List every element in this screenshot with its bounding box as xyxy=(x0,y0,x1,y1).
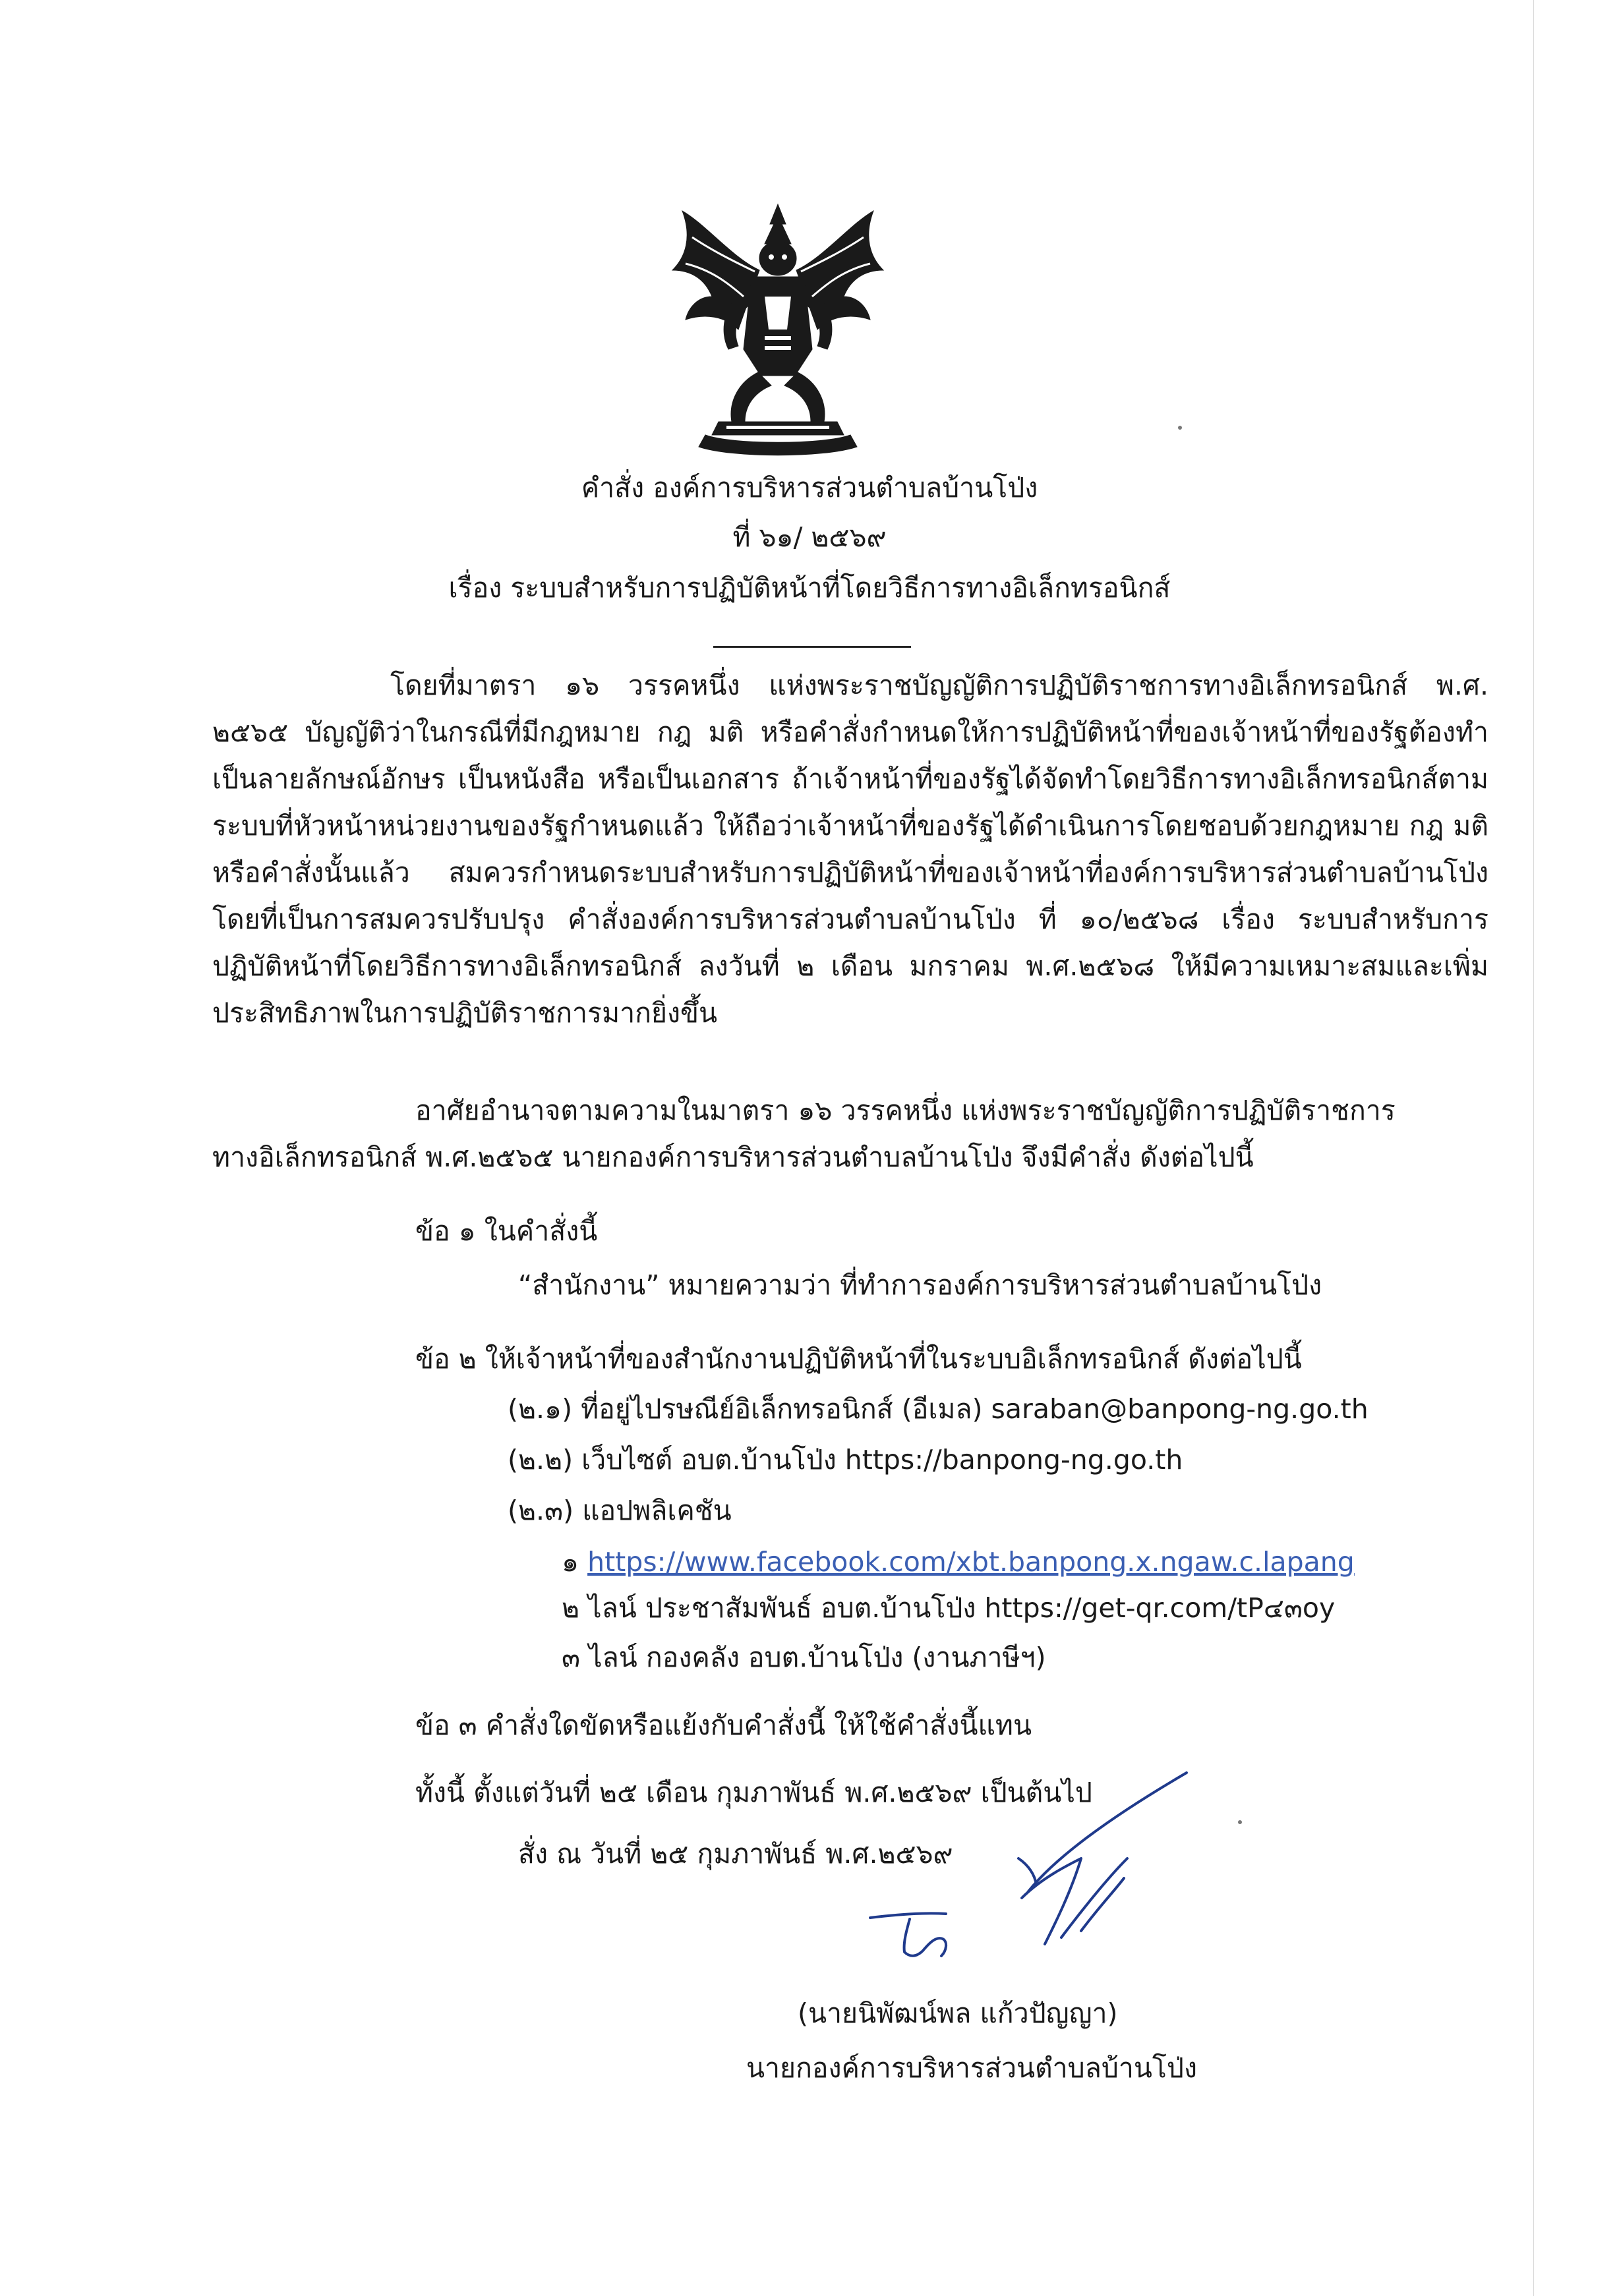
clause2-heading: ข้อ ๒ ให้เจ้าหน้าที่ของสำนักงานปฏิบัติหน้าที่ในระบบอิเล็กทรอนิกส์ ดังต่อไปนี้ xyxy=(415,1343,1302,1375)
para1-line-5: หรือคำสั่งนั้นแล้ว สมควรกำหนดระบบสำหรับการปฏิบัติหน้าที่ของเจ้าหน้าที่องค์การบริหารส่วนตำบลบ้านโป่ง xyxy=(212,857,1488,888)
para1-line-4: ระบบที่หัวหน้าหน่วยงานของรัฐกำหนดแล้ว ให้ถือว่าเจ้าหน้าที่ของรัฐได้ดำเนินการโดยชอบด้วยกฎหมาย กฎ มติ xyxy=(212,810,1488,842)
para1-line-6: โดยที่เป็นการสมควรปรับปรุง คำสั่งองค์การบริหารส่วนตำบลบ้านโป่ง ที่ ๑๐/๒๕๖๘ เรื่อง ระบบสำหรับการ xyxy=(212,904,1488,935)
order-number: ที่ ๖๑/ ๒๕๖๙ xyxy=(732,521,887,553)
app-item-line-pr: ๒ ไลน์ ประชาสัมพันธ์ อบต.บ้านโป่ง https://get-qr.com/tP๔๓oy xyxy=(562,1592,1336,1624)
clause1-heading: ข้อ ๑ ในคำสั่งนี้ xyxy=(415,1215,598,1247)
header-divider xyxy=(713,646,911,648)
para2-line-1: อาศัยอำนาจตามความในมาตรา ๑๖ วรรคหนึ่ง แห่งพระราชบัญญัติการปฏิบัติราชการ xyxy=(415,1095,1396,1126)
scan-speck xyxy=(1178,426,1182,430)
app-item-facebook xyxy=(562,1542,1355,1582)
para1-line-8: ประสิทธิภาพในการปฏิบัติราชการมากยิ่งขึ้น xyxy=(212,997,718,1029)
clause3-text: ข้อ ๓ คำสั่งใดขัดหรือแย้งกับคำสั่งนี้ ให้ใช้คำสั่งนี้แทน xyxy=(415,1709,1032,1741)
order-date: สั่ง ณ วันที่ ๒๕ กุมภาพันธ์ พ.ศ.๒๕๖๙ xyxy=(518,1838,953,1870)
scan-speck xyxy=(1238,1820,1242,1824)
para1-line-2: ๒๕๖๕ บัญญัติว่าในกรณีที่มีกฎหมาย กฎ มติ หรือคำสั่งกำหนดให้การปฏิบัติหน้าที่ของเจ้าหน้าที่ของรัฐต้องทำ xyxy=(212,716,1488,748)
signature-icon xyxy=(831,1766,1213,1977)
app-item-number: ๑ xyxy=(562,1546,579,1578)
para1-line-7: ปฏิบัติหน้าที่โดยวิธีการทางอิเล็กทรอนิกส์ ลงวันที่ ๒ เดือน มกราคม พ.ศ.๒๕๖๘ ให้มีความเหมาะสมและเพิ่ม xyxy=(212,950,1488,982)
garuda-emblem-icon xyxy=(666,198,890,461)
signatory-title: นายกองค์การบริหารส่วนตำบลบ้านโป่ง xyxy=(746,2052,1197,2084)
order-subject: เรื่อง ระบบสำหรับการปฏิบัติหน้าที่โดยวิธีการทางอิเล็กทรอนิกส์ xyxy=(448,572,1171,604)
signatory-name: (นายนิพัฒน์พล แก้วปัญญา) xyxy=(798,1997,1118,2029)
clause2-item-apps: (๒.๓) แอปพลิเคชัน xyxy=(508,1495,732,1526)
app-item-line-finance: ๓ ไลน์ กองคลัง อบต.บ้านโป่ง (งานภาษีฯ) xyxy=(562,1642,1046,1673)
scan-page-edge xyxy=(1533,0,1534,2296)
clause2-item-email: (๒.๑) ที่อยู่ไปรษณีย์อิเล็กทรอนิกส์ (อีเมล) saraban@banpong-ng.go.th xyxy=(508,1393,1369,1425)
clause2-item-website: (๒.๒) เว็บไซต์ อบต.บ้านโป่ง https://banpong-ng.go.th xyxy=(508,1444,1183,1476)
order-title: คำสั่ง องค์การบริหารส่วนตำบลบ้านโป่ง xyxy=(581,472,1038,503)
facebook-link[interactable]: https://www.facebook.com/xbt.banpong.x.ngaw.c.lapang xyxy=(587,1546,1355,1578)
para1-line-3: เป็นลายลักษณ์อักษร เป็นหนังสือ หรือเป็นเอกสาร ถ้าเจ้าหน้าที่ของรัฐได้จัดทำโดยวิธีการทางอิเล็กทรอนิกส์ตาม xyxy=(212,763,1488,795)
para1-line-1: โดยที่มาตรา ๑๖ วรรคหนึ่ง แห่งพระราชบัญญัติการปฏิบัติราชการทางอิเล็กทรอนิกส์ พ.ศ. xyxy=(390,670,1488,701)
para2-line-2: ทางอิเล็กทรอนิกส์ พ.ศ.๒๕๖๕ นายกองค์การบริหารส่วนตำบลบ้านโป่ง จึงมีคำสั่ง ดังต่อไปนี้ xyxy=(212,1141,1254,1173)
clause1-definition: “สำนักงาน” หมายความว่า ที่ทำการองค์การบริหารส่วนตำบลบ้านโป่ง xyxy=(518,1269,1322,1301)
effective-date: ทั้งนี้ ตั้งแต่วันที่ ๒๕ เดือน กุมภาพันธ์ พ.ศ.๒๕๖๙ เป็นต้นไป xyxy=(415,1777,1092,1808)
